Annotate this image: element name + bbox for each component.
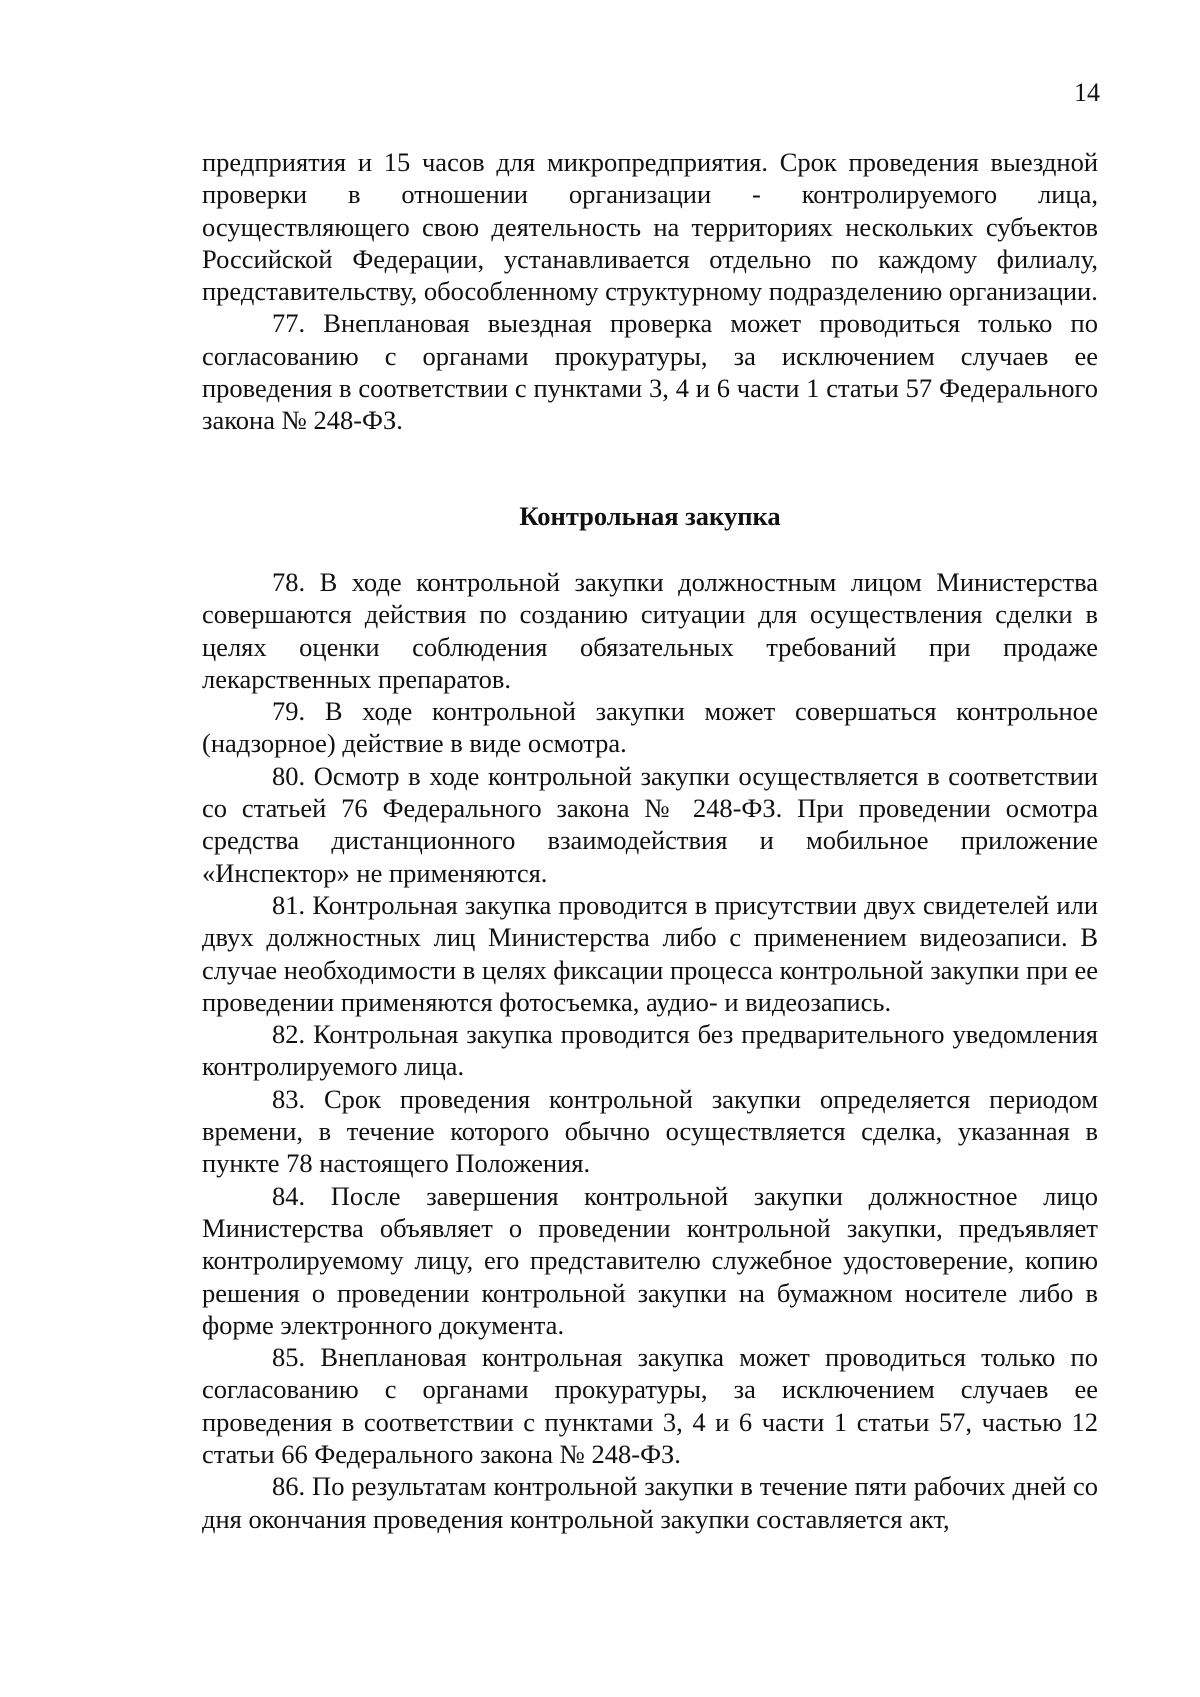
section-heading: Контрольная закупка	[519, 501, 781, 531]
paragraph-80: 80. Осмотр в ходе контрольной закупки осуществляется в соответствии со статьей 76 Федерального закона № 248-ФЗ. При проведении осмотра средства дистанционного взаимодействия и мобильное приложение «Инспектор» не применяются.	[202, 760, 1098, 888]
paragraph-78: 78. В ходе контрольной закупки должностным лицом Министерства совершаются действия по созданию ситуации для осуществления сделки в целях оценки соблюдения обязательных требований при продаже лекарственных препаратов.	[202, 567, 1098, 694]
text-block-before-heading	[202, 146, 1098, 437]
paragraph-82: 82. Контрольная закупка проводится без предварительного уведомления контролируемого лица.	[202, 1019, 1098, 1082]
paragraph-79: 79. В ходе контрольной закупки может совершаться контрольное (надзорное) действие в виде осмотра.	[202, 696, 1098, 759]
paragraph-continuation: предприятия и 15 часов для микропредприятия. Срок проведения выездной проверки в отношении организации - контролируемого лица, осуществляющего свою деятельность на территориях нескольких субъектов Российской Федерации, устанавливается отдельно по каждому филиалу, представительству, обособленному структурному подразделению организации.	[202, 147, 1098, 307]
page-number: 14	[1074, 78, 1100, 107]
text-block-after-heading	[202, 566, 1098, 1535]
paragraph-81: 81. Контрольная закупка проводится в присутствии двух свидетелей или двух должностных лиц Министерства либо с применением видеозаписи. В случае необходимости в целях фиксации процесса контрольной закупки при ее проведении применяются фотосъемка, аудио- и видеозапись.	[202, 889, 1098, 1017]
paragraph-84: 84. После завершения контрольной закупки должностное лицо Министерства объявляет о проведении контрольной закупки, предъявляет контролируемому лицу, его представителю служебное удостоверение, копию решения о проведении контрольной закупки на бумажном носителе либо в форме электронного документа.	[202, 1180, 1098, 1340]
paragraph-77: 77. Внеплановая выездная проверка может проводиться только по согласованию с органами прокуратуры, за исключением случаев ее проведения в соответствии с пунктами 3, 4 и 6 части 1 статьи 57 Федерального закона № 248-ФЗ.	[202, 308, 1098, 436]
paragraph-86: 86. По результатам контрольной закупки в течение пяти рабочих дней со дня окончания проведения контрольной закупки составляется акт,	[202, 1471, 1098, 1534]
paragraph-83: 83. Срок проведения контрольной закупки определяется периодом времени, в течение которого обычно осуществляется сделка, указанная в пункте 78 настоящего Положения.	[202, 1083, 1098, 1179]
paragraph-85: 85. Внеплановая контрольная закупка может проводиться только по согласованию с органами прокуратуры, за исключением случаев ее проведения в соответствии с пунктами 3, 4 и 6 части 1 статьи 57, частью 12 статьи 66 Федерального закона № 248-ФЗ.	[202, 1342, 1098, 1470]
